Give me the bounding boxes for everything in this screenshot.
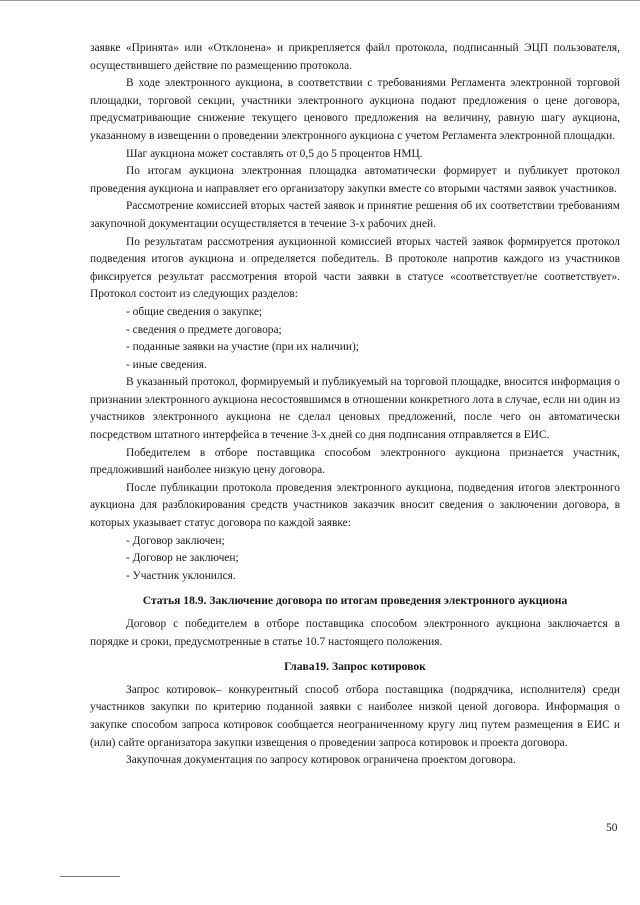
- footer-rule: [60, 876, 120, 877]
- list-item: - поданные заявки на участие (при их наличии);: [126, 341, 359, 354]
- paragraph: Шаг аукциона может составлять от 0,5 до 5 процентов НМЦ.: [126, 147, 423, 160]
- chapter-heading: Глава19. Запрос котировок: [284, 660, 426, 674]
- paragraph: В указанный протокол, формируемый и публикуемый на торговой площадке, вносится информация о признании электронного аукциона несостоявшимся в отношении конкретного лота в случае, если ни один из участников электронного аукциона не сделал ценовых предложений, после чего он автоматически посредством штатного интерфейса в течение 3-х дней со дня подписания отправляется в ЕИС.: [90, 376, 620, 442]
- page-body: [90, 40, 620, 770]
- list-item: - общие сведения о закупке;: [126, 305, 263, 318]
- paragraph: Победителем в отборе поставщика способом электронного аукциона признается участник, предложивший наиболее низкую цену договора.: [90, 446, 620, 477]
- paragraph: заявке «Принята» или «Отклонена» и прикрепляется файл протокола, подписанный ЭЦП пользователя, осуществившего действие по размещению протокола.: [90, 42, 620, 72]
- list-item: - иные сведения.: [126, 358, 207, 371]
- paragraph: После публикации протокола проведения электронного аукциона, подведения итогов электронного аукциона для разблокирования средств участников заказчик вносит сведения о заключении договора, в которых указывает статус договора по каждой заявке:: [90, 481, 620, 530]
- paragraph: Договор с победителем в отборе поставщика способом электронного аукциона заключается в порядке и сроки, предусмотренные в статье 10.7 настоящего положения.: [90, 618, 620, 648]
- article-heading: Статья 18.9. Заключение договора по итогам проведения электронного аукциона: [142, 594, 568, 608]
- paragraph: По итогам аукциона электронная площадка автоматически формирует и публикует протокол проведения аукциона и направляет его организатору закупки вместе со вторыми частями заявок участников.: [90, 165, 620, 195]
- list-item: - сведения о предмете договора;: [126, 323, 282, 336]
- list-item: - Договор не заключен;: [126, 552, 239, 565]
- paragraph: Закупочная документация по запросу котировок ограничена проектом договора.: [126, 754, 516, 767]
- page-number: 50: [606, 822, 618, 834]
- paragraph: Рассмотрение комиссией вторых частей заявок и принятие решения об их соответствии требованиям закупочной документации осуществляется в течение 3-х рабочих дней.: [90, 200, 620, 230]
- list-item: - Участник уклонился.: [126, 569, 236, 582]
- paragraph: Запрос котировок– конкурентный способ отбора поставщика (подрядчика, исполнителя) среди участников закупки по критерию поданной заявки с наиболее низкой ценой договора. Информация о закупке способом запроса котировок сообщается неограниченному кругу лиц путем размещения в ЕИС и (или) сайте организатора закупки извещения о проведении запроса котировок и проекта договора.: [90, 683, 620, 749]
- paragraph: В ходе электронного аукциона, в соответствии с требованиями Регламента электронной торговой площадки, торговой секции, участники электронного аукциона подают предложения о цене договора, предусматривающие снижение текущего ценового предложения на величину, равную шагу аукциона, указанному в извещении о проведении электронного аукциона с учетом Регламента электронной площадки.: [90, 77, 620, 142]
- list-item: - Договор заключен;: [126, 534, 225, 547]
- top-rule: [0, 0, 640, 1]
- paragraph: По результатам рассмотрения аукционной комиссией вторых частей заявок формируется протокол подведения итогов аукциона и определяется победитель. В протоколе напротив каждого из участников фиксируется результат рассмотрения второй части заявки в статусе «соответствует/не соответствует». Протокол состоит из следующих разделов:: [90, 235, 620, 301]
